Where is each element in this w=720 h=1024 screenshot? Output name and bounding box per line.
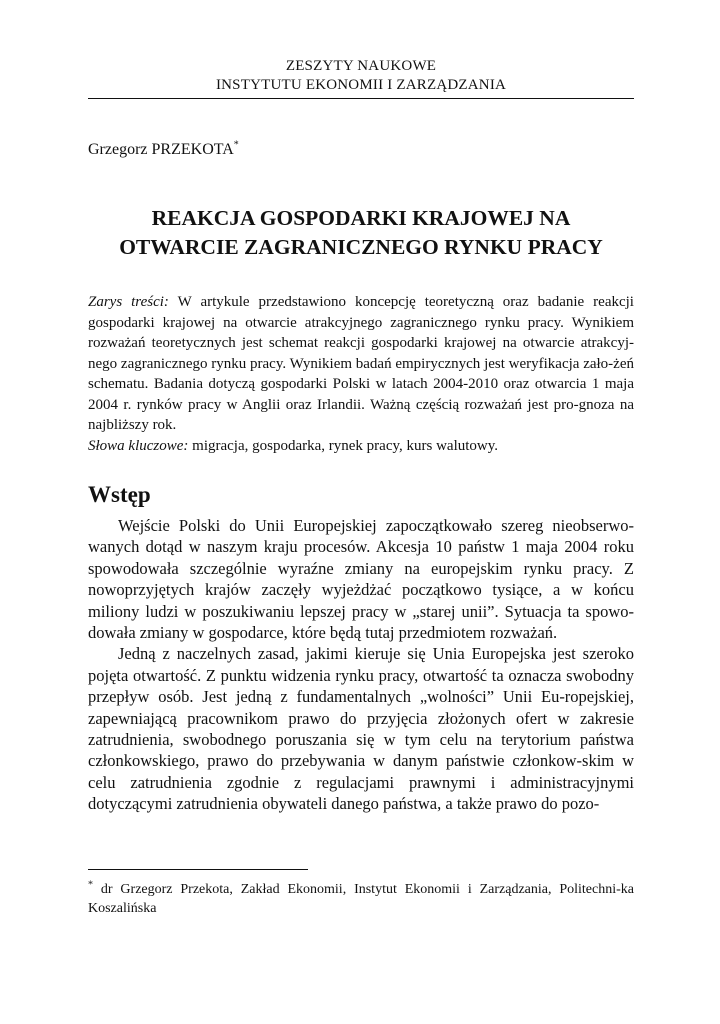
author-footnote-mark: * <box>233 139 239 151</box>
journal-name-line1: ZESZYTY NAUKOWE <box>285 58 437 74</box>
footnote <box>88 880 634 918</box>
journal-name-line2: INSTYTUTU EKONOMII I ZARZĄDZANIA <box>215 77 507 93</box>
footnote-divider <box>88 869 308 870</box>
author-name: Grzegorz PRZEKOTA <box>88 141 234 158</box>
paper-title <box>88 204 634 262</box>
title-line1: REAKCJA GOSPODARKI KRAJOWEJ NA <box>151 206 571 230</box>
section-heading: Wstęp <box>88 482 151 507</box>
footnote-mark: * <box>88 879 93 891</box>
body-paragraph-1: Wejście Polski do Unii Europejskiej zapoczątkowało szereg nieobserwo-wanych dotąd w naszym kraju procesów. Akcesja 10 państw 1 maja 2004 roku spowodowała szczególnie wyraźne zmiany na europejskim rynku pracy. Z nowoprzyjętych krajów zaczęły wyjeżdżać początkowo tysiące, a w końcu miliony ludzi w poszukiwaniu lepszej pracy w „starej unii”. Sytuacja ta spowo-dowała zmiany w gospodarce, które będą tutaj przedmiotem rozważań. <box>88 516 634 643</box>
abstract-block <box>88 292 634 456</box>
title-line2: OTWARCIE ZAGRANICZNEGO RYNKU PRACY <box>119 235 603 259</box>
body-paragraph-2: Jedną z naczelnych zasad, jakimi kieruje się Unia Europejska jest szeroko pojęta otwartość. Z punktu widzenia rynku pracy, otwartość ta oznacza swobodny przepływ osób. Jest jedną z fundamentalnych „wolności” Unii Eu-ropejskiej, zapewniającą pracownikom prawo do przyjęcia złożonych ofert w zakresie zatrudnienia, swobodnego poruszania się w tym celu na terytorium państwa członkowskiego, prawo do przebywania w danym państwie członkow-skim w celu zatrudnienia zgodnie z regulacjami prawnymi i administracyjnymi dotyczącymi zatrudnienia obywateli danego państwa, a także prawo do pozo- <box>88 644 634 814</box>
keywords-paragraph <box>88 436 634 457</box>
keywords-label: Słowa kluczowe: <box>88 437 189 454</box>
author-line <box>88 140 239 160</box>
keywords-text: migracja, gospodarka, rynek pracy, kurs walutowy. <box>192 437 499 454</box>
body-text <box>88 515 634 815</box>
abstract-label: Zarys treści: <box>88 294 169 310</box>
header-divider <box>88 98 634 99</box>
abstract-paragraph <box>88 292 634 436</box>
journal-header <box>88 57 634 95</box>
footnote-text: dr Grzegorz Przekota, Zakład Ekonomii, Instytut Ekonomii i Zarządzania, Politechni-ka Koszalińska <box>88 882 634 916</box>
abstract-text: W artykule przedstawiono koncepcję teoretyczną oraz badanie reakcji gospodarki krajowej na otwarcie atrakcyjnego zagranicznego rynku pracy. Wynikiem rozważań teoretycznych jest schemat reakcji gospodarki krajowej na otwarcie atrakcyj-nego zagranicznego rynku pracy. Wynikiem badań empirycznych jest weryfikacja zało-żeń schematu. Badania dotyczą gospodarki Polski w latach 2004-2010 oraz otwarcia 1 maja 2004 r. rynków pracy w Anglii oraz Irlandii. Ważną częścią rozważań jest pro-gnoza na najbliższy rok. <box>88 294 634 433</box>
